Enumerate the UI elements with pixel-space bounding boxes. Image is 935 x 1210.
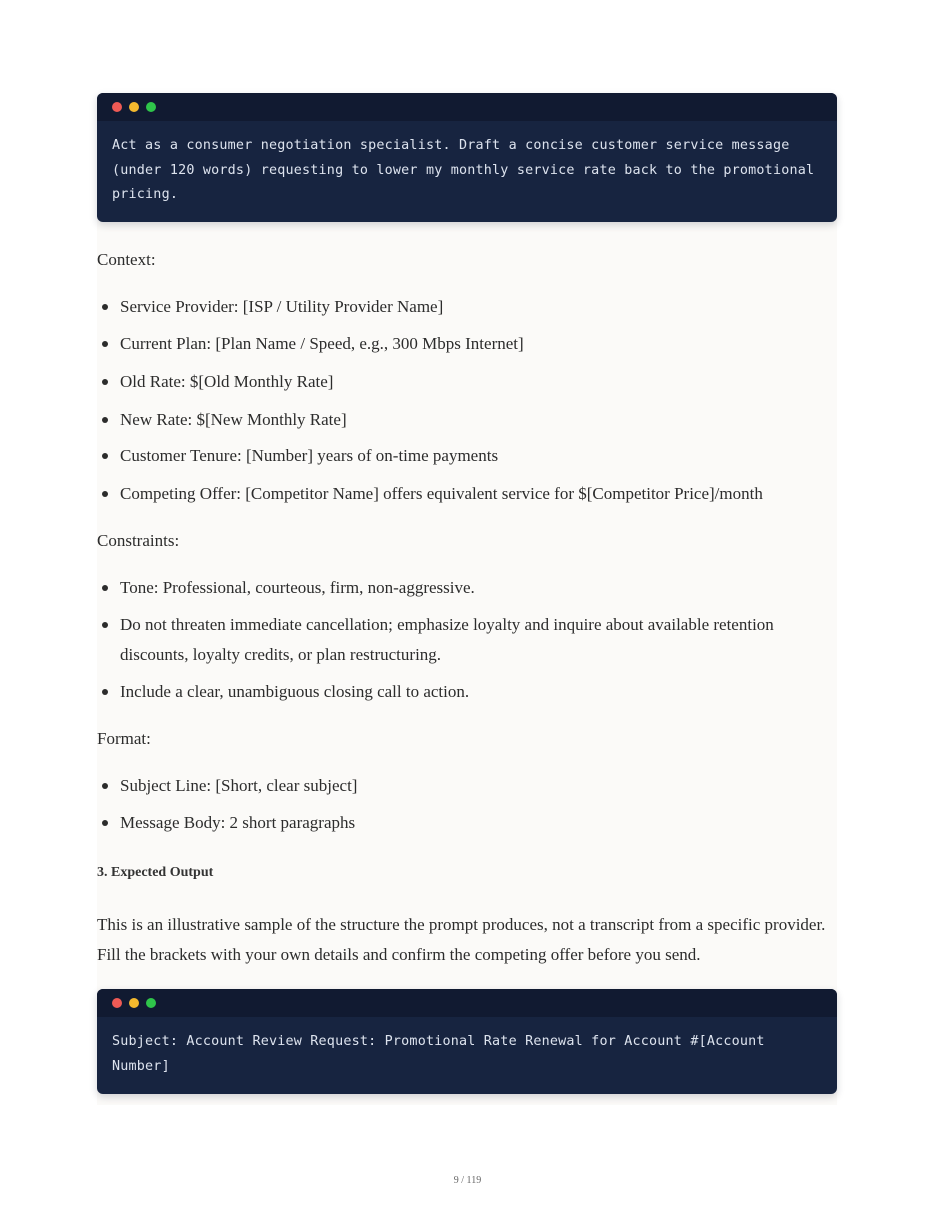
minimize-dot-icon	[129, 998, 139, 1008]
context-heading: Context:	[97, 250, 156, 269]
prompt-code-window	[97, 93, 837, 222]
list-item: Do not threaten immediate cancellation; emphasize loyalty and inquire about available retention discounts, loyalty credits, or plan restructuring.	[97, 610, 780, 670]
list-item: Old Rate: $[Old Monthly Rate]	[97, 367, 837, 397]
format-list	[97, 771, 837, 838]
format-heading: Format:	[97, 729, 151, 748]
prompt-code-text: Act as a consumer negotiation specialist. Draft a concise customer service message (under 120 words) requesting to lower my monthly service rate back to the promotional pricing.	[112, 138, 823, 202]
context-list	[97, 292, 837, 509]
code-window-titlebar	[97, 93, 837, 121]
close-dot-icon	[112, 998, 122, 1008]
minimize-dot-icon	[129, 102, 139, 112]
section-heading: 3. Expected Output	[97, 865, 214, 880]
page-number: 9 / 119	[453, 1175, 482, 1186]
code-window-titlebar	[97, 989, 837, 1017]
list-item: Customer Tenure: [Number] years of on-time payments	[97, 441, 837, 471]
list-item: Competing Offer: [Competitor Name] offers equivalent service for $[Competitor Price]/month	[97, 479, 837, 509]
maximize-dot-icon	[146, 998, 156, 1008]
close-dot-icon	[112, 102, 122, 112]
list-item: Subject Line: [Short, clear subject]	[97, 771, 837, 801]
list-item: Current Plan: [Plan Name / Speed, e.g., 300 Mbps Internet]	[97, 329, 837, 359]
list-item: Message Body: 2 short paragraphs	[97, 808, 837, 838]
list-item: New Rate: $[New Monthly Rate]	[97, 405, 837, 435]
output-code-window	[97, 989, 837, 1094]
constraints-heading: Constraints:	[97, 531, 180, 550]
maximize-dot-icon	[146, 102, 156, 112]
constraints-list	[97, 573, 837, 707]
list-item: Include a clear, unambiguous closing call to action.	[97, 677, 837, 707]
list-item: Tone: Professional, courteous, firm, non-aggressive.	[97, 573, 837, 603]
output-code-text: Subject: Account Review Request: Promotional Rate Renewal for Account #[Account Number]	[112, 1034, 773, 1074]
list-item: Service Provider: [ISP / Utility Provider Name]	[97, 292, 837, 322]
expected-output-intro: This is an illustrative sample of the structure the prompt produces, not a transcript from a specific provider. Fill the brackets with your own details and confirm the competing offer before you send.	[97, 915, 826, 964]
